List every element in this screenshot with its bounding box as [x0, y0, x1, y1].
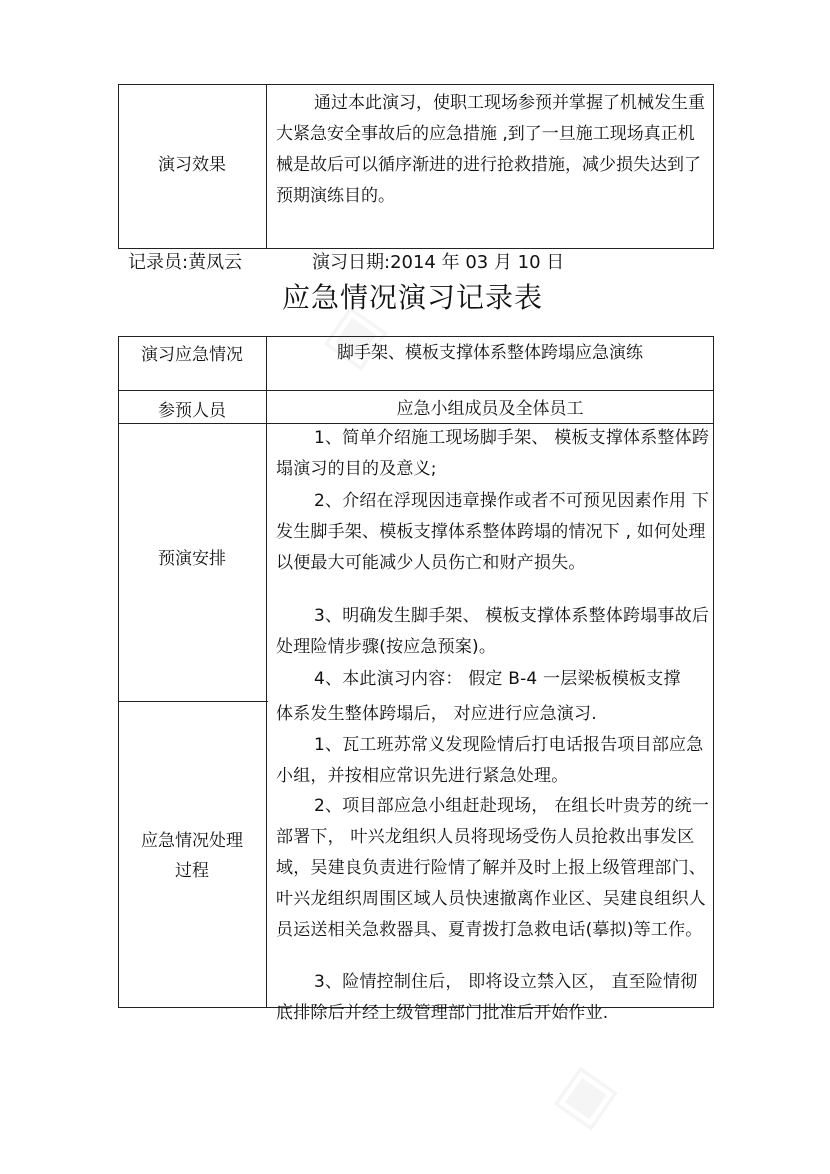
- record-table-divider: [266, 336, 267, 1008]
- effect-text: 通过本此演习，使职工现场参预并掌握了机械发生重大紧急安全事故后的应急措施 ,到了一旦施工现场真正机械是故后可以循序渐进的进行抢救措施，减少损失达到了预期演练目的。: [276, 93, 705, 206]
- effect-label: 演习效果: [158, 155, 226, 175]
- rehearsal-plan-item: 4、本此演习内容： 假定 B-4 一层梁板模板支撑: [314, 669, 681, 689]
- drill-situation-value: 脚手架、模板支撑体系整体跨塌应急演练: [337, 343, 643, 363]
- page-title: 应急情况演习记录表: [282, 281, 544, 314]
- participants-label: 参预人员: [158, 401, 226, 421]
- emergency-process-item: 体系发生整体跨塌后， 对应进行应急演习.: [276, 704, 597, 724]
- emergency-process-item: 1、瓦工班苏常义发现险情后打电话报告项目部应急小组，并按相应常识先进行紧急处理。: [276, 735, 704, 786]
- effect-table-divider: [266, 84, 267, 249]
- emergency-process-label-line1: 应急情况处理: [141, 831, 243, 851]
- row-divider: [118, 390, 714, 391]
- participants-value: 应急小组成员及全体员工: [396, 399, 584, 419]
- rehearsal-plan-item: 2、介绍在浮现因违章操作或者不可预见因素作用 下发生脚手架、模板支撑体系整体跨塌的情况下 , 如何处理以便最大可能减少人员伤亡和财产损失。: [276, 491, 710, 573]
- emergency-process-item: 3、险情控制住后， 即将设立禁入区， 直至险情彻底排除后并经上级管理部门批准后开始作业.: [276, 972, 698, 1023]
- rehearsal-plan-label: 预演安排: [158, 549, 226, 569]
- emergency-process-item: 2、项目部应急小组赶赴现场， 在组长叶贵芳的统一部署下， 叶兴龙组织人员将现场受伤人员抢救出事发区域，吴建良负责进行险情了解并及时上报上级管理部门、叶兴龙组织周围区域人员快速撤离作业区、吴建良组织人员运送相关急救器具、夏青拨打急救电话(摹拟)等工作。: [276, 796, 710, 940]
- drill-date: 演习日期:2014 年 03 月 10 日: [312, 252, 565, 273]
- emergency-process-label: [118, 826, 266, 886]
- recorder: 记录员:黄凤云: [128, 252, 243, 273]
- watermark-mark: ▣: [545, 1050, 632, 1140]
- row-divider: [118, 701, 268, 702]
- watermark-mark: ▣: [315, 290, 402, 380]
- emergency-process-label-line2: 过程: [175, 861, 209, 881]
- rehearsal-plan-item: 3、明确发生脚手架、 模板支撑体系整体跨塌事故后处理险情步骤(按应急预案)。: [276, 606, 710, 657]
- drill-situation-label: 演习应急情况: [141, 345, 243, 365]
- rehearsal-plan-item: 1、简单介绍施工现场脚手架、 模板支撑体系整体跨塌演习的目的及意义;: [276, 428, 710, 479]
